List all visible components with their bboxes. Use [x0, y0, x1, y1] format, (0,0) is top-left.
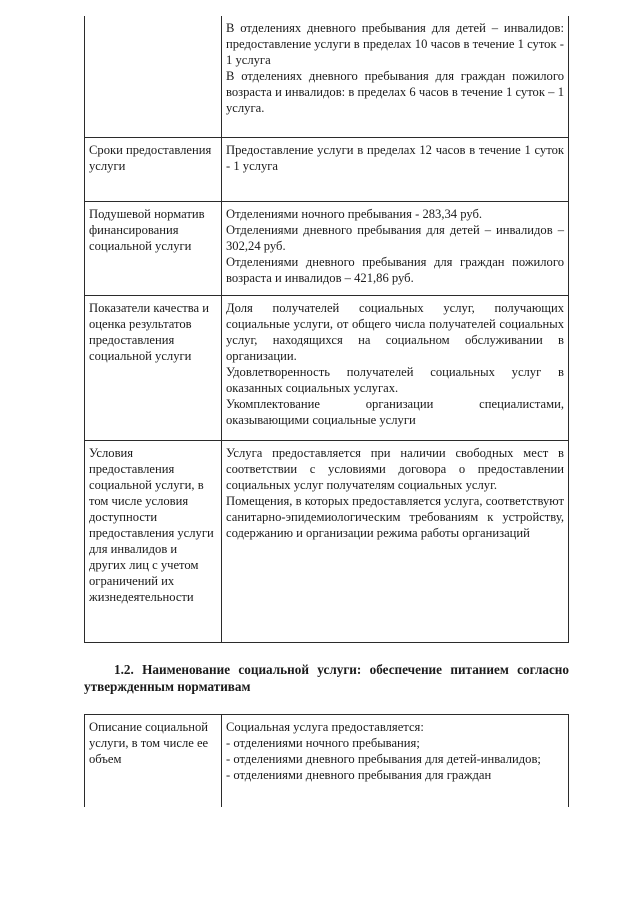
row-label: Показатели качества и оценка результатов предоставления социальной услуги	[85, 295, 222, 440]
table-row	[85, 201, 569, 295]
table-row	[85, 16, 569, 137]
paragraph: Укомплектование организации специалистами, оказывающими социальные услуги	[226, 396, 564, 427]
paragraph: Отделениями дневного пребывания для детей – инвалидов – 302,24 руб.	[226, 222, 564, 253]
paragraph: Доля получателей социальных услуг, получающих социальные услуги, от общего числа получателей социальных услуг, находящихся на социальном обслуживании в организации.	[226, 300, 564, 363]
row-content	[222, 715, 569, 807]
service-details-table	[84, 16, 569, 643]
paragraph: Отделениями дневного пребывания для граждан пожилого возраста и инвалидов – 421,86 руб.	[226, 254, 564, 285]
table-row	[85, 715, 569, 807]
row-content	[222, 440, 569, 642]
paragraph: Предоставление услуги в пределах 12 часов в течение 1 суток - 1 услуга	[226, 142, 564, 173]
table-row	[85, 440, 569, 642]
section-heading: 1.2. Наименование социальной услуги: обеспечение питанием согласно утвержденным нормативам	[84, 662, 569, 694]
row-content	[222, 295, 569, 440]
table-row	[85, 137, 569, 201]
paragraph: - отделениями ночного пребывания;	[226, 736, 420, 750]
paragraph: В отделениях дневного пребывания для детей – инвалидов: предоставление услуги в пределах 10 часов в течение 1 суток - 1 услуга	[226, 21, 564, 67]
table-row	[85, 295, 569, 440]
row-label: Сроки предоставления услуги	[85, 137, 222, 201]
service-description-table	[84, 714, 569, 807]
paragraph: - отделениями дневного пребывания для граждан	[226, 768, 492, 782]
row-label	[85, 16, 222, 137]
row-label: Описание социальной услуги, в том числе ее объем	[85, 715, 222, 807]
paragraph: В отделениях дневного пребывания для граждан пожилого возраста и инвалидов: в пределах 6 часов в течение 1 суток – 1 услуга.	[226, 69, 564, 115]
row-label: Условия предоставления социальной услуги, в том числе условия доступности предоставления услуги для инвалидов и других лиц с учетом ограничений их жизнедеятельности	[85, 440, 222, 642]
row-label: Подушевой норматив финансирования социальной услуги	[85, 201, 222, 295]
row-content	[222, 201, 569, 295]
paragraph: Удовлетворенность получателей социальных услуг в оказанных социальных услугах.	[226, 364, 564, 395]
paragraph: Услуга предоставляется при наличии свободных мест в соответствии с условиями договора о предоставлении социальных услуг получателям социальных услуг.	[226, 445, 564, 492]
paragraph: Отделениями ночного пребывания - 283,34 руб.	[226, 206, 483, 221]
paragraph: - отделениями дневного пребывания для детей-инвалидов;	[226, 752, 541, 766]
row-content	[222, 16, 569, 137]
paragraph: Социальная услуга предоставляется:	[226, 720, 424, 734]
paragraph: Помещения, в которых предоставляется услуга, соответствуют санитарно-эпидемиологическим требованиям к устройству, содержанию и организации режима работы организаций	[226, 493, 564, 540]
row-content	[222, 137, 569, 201]
